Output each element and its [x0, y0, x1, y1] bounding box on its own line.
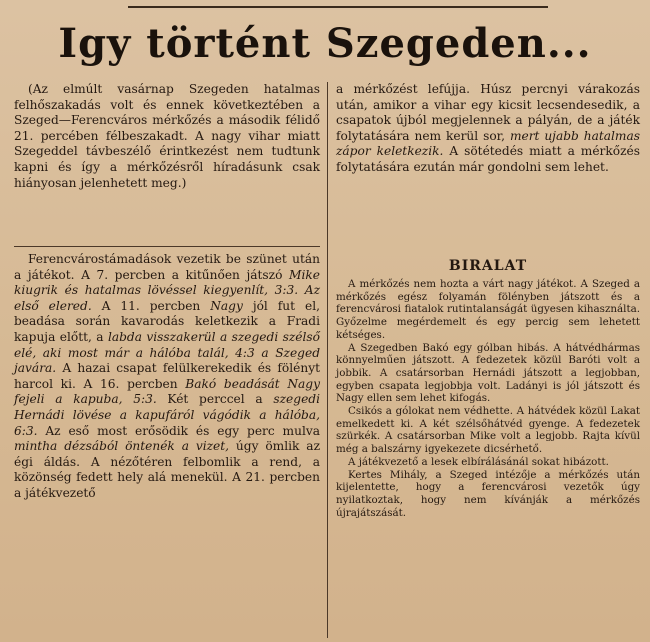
report-text-6: Az eső most erősödik és egy perc mulva	[37, 423, 320, 438]
report-text-3: jól fut el, beadása során kavarodás keletkezik a Fradi kapuja előtt, a	[14, 298, 320, 344]
intro-paragraph	[14, 82, 320, 191]
intro-text: (Az elmúlt vasárnap Szegeden hatalmas felhőszakadás volt és ennek következtében a Szeged—Ferencváros mérkőzés a második félidő 21. percében félbeszakadt. A nagy vihar miatt Szegeddel távbeszélő érintkezést nem tudtunk kapni és így a mérkőzésről híradásunk csak hiányosan jelenhetett meg.)	[14, 82, 320, 190]
report-text-4: A hazai csapat felülkerekedik és fölényt harcol ki. A 16. percben	[14, 361, 320, 391]
critique-paragraph-5: Kertes Mihály, a Szeged intézője a mérkőzés után kijelentette, hogy a ferencvárosi vezetők úgy nyilatkoztak, hogy nem kívánják a mérkőzés újrajátszását.	[336, 468, 640, 519]
match-report	[14, 252, 320, 502]
critique-title: BIRALAT	[448, 258, 528, 274]
report-text-7: úgy ömlik az égi áldás. A nézőtéren felbomlik a rend, a közönség fedett hely alá menekül. A 21. percben a játékvezető	[14, 439, 320, 500]
continuation-text-1: a mérkőzést lefújja. Húsz percnyi várakozás után, amikor a vihar egy kicsit lecsendesedik, a csapatok újból megjelennek a pályán, de a játék folytatására nem kerül sor,	[336, 82, 640, 143]
report-text-5: Két perccel a	[156, 392, 274, 407]
report-italic-mike: Mike kiugrik és hatalmas lövéssel kiegyenlít, 3:3. Az első elered.	[14, 267, 320, 313]
report-italic-nagy: Nagy	[210, 298, 243, 313]
continuation-text-2: A sötétedés miatt a mérkőzés folytatására ezután már gondolni sem lehet.	[336, 144, 640, 174]
top-rule	[128, 6, 548, 8]
report-text-2: A 11. percben	[91, 298, 211, 313]
section-divider	[14, 246, 320, 247]
report-italic-hernadi: szegedi Hernádi lövése a kapufáról vágódik a hálóba, 6:3.	[14, 392, 320, 438]
report-text-1: Ferencvárostámadások vezetik be szünet után a játékot. A 7. percben a kitűnően játszó	[14, 252, 320, 282]
headline: Igy történt Szegeden...	[58, 20, 592, 67]
report-italic-mintha: mintha dézsából öntenék a vizet,	[14, 439, 230, 454]
report-continuation	[336, 82, 640, 176]
critique-paragraph-4: A játékvezető a lesek elbírálásánál sokat hibázott.	[348, 455, 609, 468]
critique-paragraph-2: A Szegedben Bakó egy gólban hibás. A hátvédhármas könnyelműen játszott. A fedezetek közül Baróti volt a jobbik. A csatársorban Hernádi játszott a legjobban, egyben csapata legjobbja volt. Ladányi is jól játszott és Nagy ellen sem lehet kifogás.	[336, 341, 640, 405]
report-italic-labda: labda visszakerül a szegedi szélső elé, aki most már a hálóba talál, 4:3 a Szeged javára.	[14, 329, 320, 376]
report-italic-bako: Bakó beadását Nagy fejeli a kapuba, 5:3.	[14, 376, 320, 407]
critique-paragraph-3: Csikós a gólokat nem védhette. A hátvédek közül Lakat emelkedett ki. A két szélsőhátvéd gyenge. A fedezetek szürkék. A csatársorban Mike volt a legjobb. Rajta kívül még a balszárny igyekezete dicsérhető.	[336, 405, 640, 456]
continuation-paragraph	[336, 82, 640, 176]
critique-section	[336, 278, 640, 519]
column-divider	[327, 82, 328, 638]
continuation-italic: mert ujabb hatalmas zápor keletkezik.	[336, 128, 640, 159]
report-paragraph	[14, 252, 320, 502]
critique-paragraph-1: A mérkőzés nem hozta a várt nagy játékot. A Szeged a mérkőzés egész folyamán fölényben játszott és a ferencvárosi fiatalok rutintalanságát ügyesen kihasználta. Győzelme megérdemelt és egy percig sem lehetett kétséges.	[336, 278, 640, 341]
